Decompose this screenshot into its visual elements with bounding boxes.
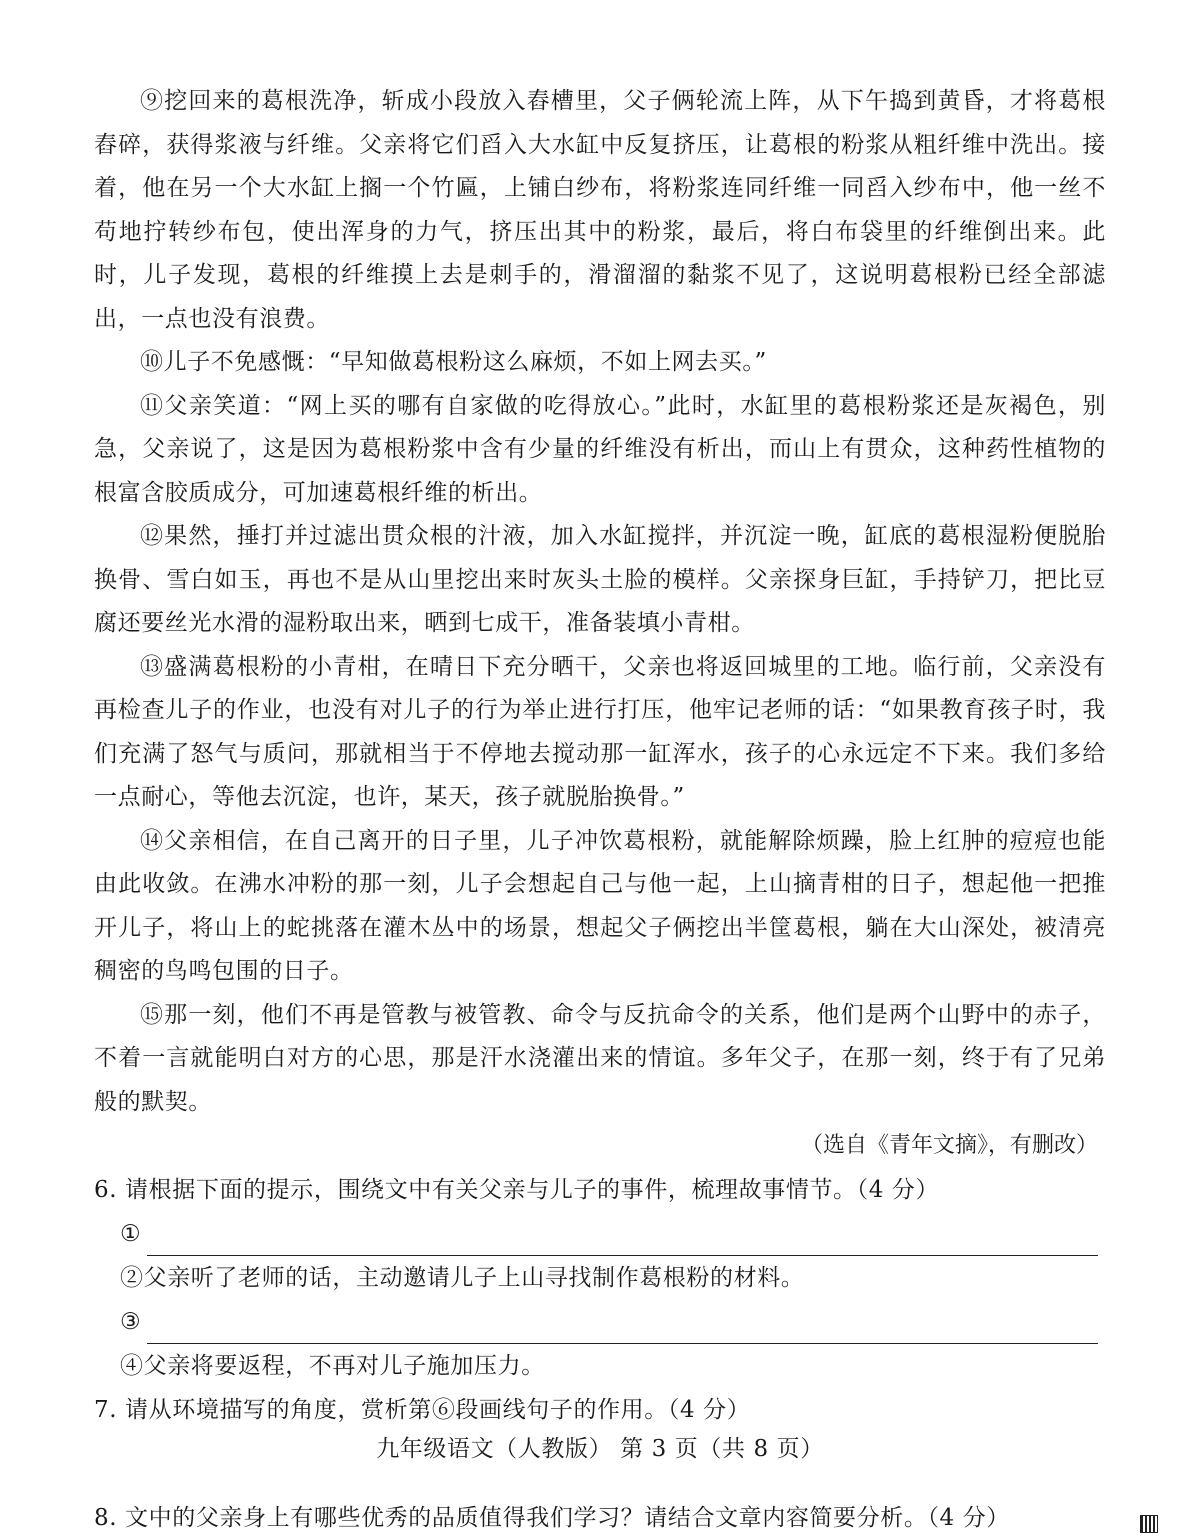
source-citation: （选自《青年文摘》，有删改） [800, 1133, 1098, 1158]
hint-1-label: ① [120, 1220, 142, 1247]
question-8: 8. 文中的父亲身上有哪些优秀的品质值得我们学习？请结合文章内容简要分析。（4 分） [94, 1504, 1010, 1531]
answer-line-3[interactable] [147, 1315, 1098, 1344]
paragraph-15: ⑮那一刻，他们不再是管教与被管教、命令与反抗命令的关系，他们是两个山野中的赤子，不着一言就能明白对方的心思，那是汗水浇灌出来的情谊。多年父子，在那一刻，终于有了兄弟般的默契。 [94, 1001, 1106, 1115]
question-6: 6. 请根据下面的提示，围绕文中有关父亲与儿子的事件，梳理故事情节。（4 分） [94, 1176, 940, 1203]
hint-4 [120, 1344, 1106, 1388]
exam-page [94, 80, 1106, 1540]
paragraph-11: ⑪父亲笑道：“网上买的哪有自家做的吃得放心。”此时，水缸里的葛根粉浆还是灰褐色，别急，父亲说了，这是因为葛根粉浆中含有少量的纤维没有析出，而山上有贯众，这种药性植物的根富含胶质成分，可加速葛根纤维的析出。 [94, 392, 1106, 506]
hint-4-text: ④父亲将要返程，不再对儿子施加压力。 [120, 1352, 545, 1379]
answer-line-1[interactable] [147, 1227, 1098, 1256]
hint-3 [120, 1300, 1106, 1344]
paragraph-14: ⑭父亲相信，在自己离开的日子里，儿子冲饮葛根粉，就能解除烦躁，脸上红肿的痘痘也能由此收敛。在沸水冲粉的那一刻，儿子会想起自己与他一起，上山摘青柑的日子，想起他一把推开儿子，将山上的蛇挑落在灌木丛中的场景，想起父子俩挖出半筐葛根，躺在大山深处，被清亮稠密的鸟鸣包围的日子。 [94, 827, 1106, 984]
paragraph-10: ⑩儿子不免感慨：“早知做葛根粉这么麻烦，不如上网去买。” [140, 349, 767, 375]
hint-2 [120, 1256, 1106, 1300]
question-7: 7. 请从环境描写的角度，赏析第⑥段画线句子的作用。（4 分） [94, 1396, 751, 1423]
hint-3-label: ③ [120, 1308, 142, 1335]
paragraph-9: ⑨挖回来的葛根洗净，斩成小段放入舂槽里，父子俩轮流上阵，从下午捣到黄昏，才将葛根舂碎，获得浆液与纤维。父亲将它们舀入大水缸中反复挤压，让葛根的粉浆从粗纤维中洗出。接着，他在另一个大水缸上搁一个竹匾，上铺白纱布，将粉浆连同纤维一同舀入纱布中，他一丝不苟地拧转纱布包，使出浑身的力气，挤压出其中的粉浆，最后，将白布袋里的纤维倒出来。此时，儿子发现，葛根的纤维摸上去是刺手的，滑溜溜的黏浆不见了，这说明葛根粉已经全部滤出，一点也没有浪费。 [94, 88, 1106, 332]
qr-code-icon [1140, 1515, 1158, 1533]
question-6-hints [94, 1212, 1106, 1388]
paragraph-12: ⑫果然，捶打并过滤出贯众根的汁液，加入水缸搅拌，并沉淀一晚，缸底的葛根湿粉便脱胎换骨、雪白如玉，再也不是从山里挖出来时灰头土脸的模样。父亲探身巨缸，手持铲刀，把比豆腐还要丝光水滑的湿粉取出来，晒到七成干，准备装填小青柑。 [94, 523, 1106, 636]
hint-1 [120, 1212, 1106, 1256]
paragraph-13: ⑬盛满葛根粉的小青柑，在晴日下充分晒干，父亲也将返回城里的工地。临行前，父亲没有再检查儿子的作业，也没有对儿子的行为举止进行打压，他牢记老师的话：“如果教育孩子时，我们充满了怒气与质问，那就相当于不停地去搅动那一缸浑水，孩子的心永远定不下来。我们多给一点耐心，等他去沉淀，也许，某天，孩子就脱胎换骨。” [94, 653, 1106, 810]
page-footer: 九年级语文（人教版） 第 3 页（共 8 页） [376, 1436, 824, 1462]
hint-2-text: ②父亲听了老师的话，主动邀请儿子上山寻找制作葛根粉的材料。 [120, 1264, 805, 1291]
